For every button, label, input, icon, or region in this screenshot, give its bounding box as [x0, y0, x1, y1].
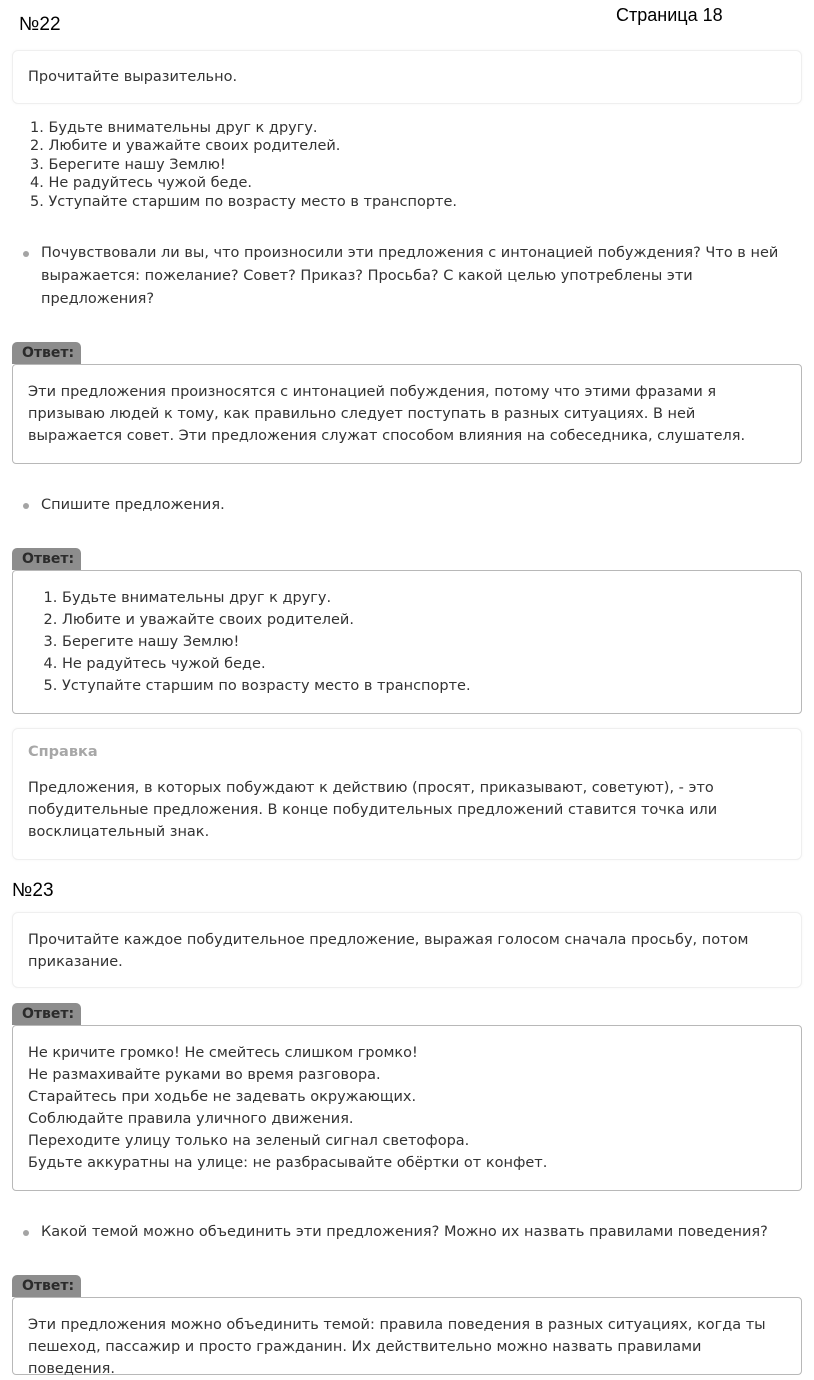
answer-label: Ответ:	[12, 342, 81, 364]
sentence-list	[30, 119, 457, 211]
question-bullet	[22, 242, 782, 311]
answer-box	[12, 570, 802, 714]
exercise-number-23: №23	[12, 880, 54, 901]
question-text: Какой темой можно объединить эти предложения? Можно их назвать правилами поведения?	[41, 1224, 768, 1240]
reference-title: Справка	[28, 744, 98, 760]
answer-line: Соблюдайте правила уличного движения.	[28, 1111, 354, 1127]
question-bullet	[22, 1221, 782, 1244]
answer-line: Будьте аккуратны на улице: не разбрасывайте обёртки от конфет.	[28, 1155, 548, 1171]
task-card	[12, 912, 802, 988]
list-item: 4. Не радуйтесь чужой беде.	[62, 653, 786, 675]
task-card	[12, 50, 802, 104]
question-text: Почувствовали ли вы, что произносили эти предложения с интонацией побуждения? Что в ней выражается: пожелание? Совет? Приказ? Просьба? С какой целью употреблены эти предложения?	[41, 245, 779, 307]
list-item: 4. Не радуйтесь чужой беде.	[30, 175, 253, 192]
answer-line: Переходите улицу только на зеленый сигнал светофора.	[28, 1133, 470, 1149]
answer-text: Эти предложения можно объединить темой: правила поведения в разных ситуациях, когда ты пешеход, пассажир и просто гражданин. Их действительно можно назвать правилами поведения.	[28, 1317, 766, 1377]
question-bullet	[22, 494, 782, 517]
exercise-number-22: №22	[19, 14, 61, 35]
answer-label: Ответ:	[12, 1003, 81, 1025]
answer-line: Старайтесь при ходьбе не задевать окружающих.	[28, 1089, 417, 1105]
reference-card	[12, 728, 802, 860]
list-item: 5. Уступайте старшим по возрасту место в транспорте.	[62, 675, 786, 697]
answer-list	[28, 587, 786, 697]
answer-label: Ответ:	[12, 548, 81, 570]
list-item: 2. Любите и уважайте своих родителей.	[30, 138, 341, 155]
answer-text: Эти предложения произносятся с интонацией побуждения, потому что этими фразами я призываю людей к тому, как правильно следует поступать в разных ситуациях. В ней выражается совет. Эти предложения служат способом влияния на собеседника, слушателя.	[28, 384, 746, 444]
question-text: Спишите предложения.	[41, 497, 225, 513]
answer-line: Не размахивайте руками во время разговора.	[28, 1067, 381, 1083]
answer-line: Не кричите громко! Не смейтесь слишком громко!	[28, 1045, 418, 1061]
list-item: 1. Будьте внимательны друг к другу.	[30, 120, 318, 136]
list-item: 5. Уступайте старшим по возрасту место в транспорте.	[30, 193, 458, 210]
answer-box	[12, 364, 802, 464]
task-text: Прочитайте выразительно.	[28, 69, 238, 85]
answer-box	[12, 1025, 802, 1191]
task-text: Прочитайте каждое побудительное предложение, выражая голосом сначала просьбу, потом приказание.	[28, 932, 749, 970]
list-item: 2. Любите и уважайте своих родителей.	[62, 609, 786, 631]
page-label: Страница 18	[616, 5, 723, 25]
answer-label: Ответ:	[12, 1275, 81, 1297]
list-item: 1. Будьте внимательны друг к другу.	[62, 587, 786, 609]
list-item: 3. Берегите нашу Землю!	[30, 156, 226, 173]
list-item: 3. Берегите нашу Землю!	[62, 631, 786, 653]
reference-text: Предложения, в которых побуждают к действию (просят, приказывают, советуют), - это побудительные предложения. В конце побудительных предложений ставится точка или восклицательный знак.	[28, 780, 718, 840]
answer-box	[12, 1297, 802, 1375]
